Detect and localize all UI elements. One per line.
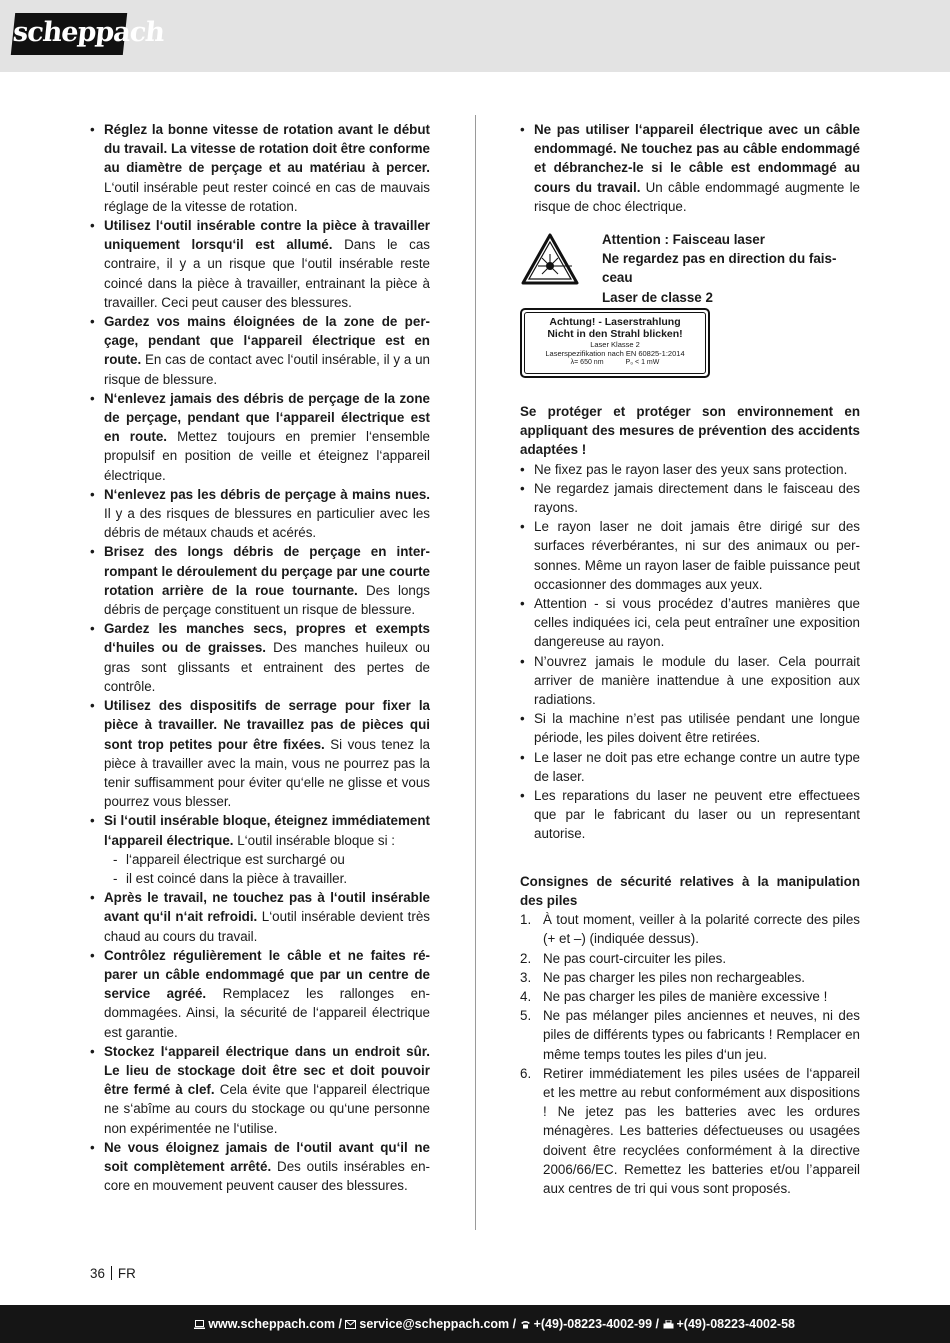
page-separator xyxy=(111,1266,112,1280)
instruction-text: Un câble endommagé augmente le risque de choc électrique. xyxy=(534,179,861,214)
brand-logo: scheppach xyxy=(11,13,127,55)
list-item xyxy=(520,968,860,987)
contact-separator: / xyxy=(652,1317,663,1331)
instruction-bold: Si l‘outil insérable bloque, éteignez immédiatement l‘appareil électrique. xyxy=(104,813,430,848)
list-item xyxy=(520,987,860,1006)
list-item xyxy=(520,1064,860,1198)
computer-icon xyxy=(194,1320,205,1329)
list-item: • Le rayon laser ne doit jamais être dirigé sur des surfaces réverbérantes, ni sur des animaux ou personnes. Même un rayon laser de faible puissance peut occasionner des dommages aux yeux. xyxy=(520,517,860,594)
instruction-bold: Brisez des longs débris de perçage en interrompant le déroulement du perçage par une courte rotation arrière de la roue tournante. xyxy=(104,544,430,598)
item-number: 6. xyxy=(520,1065,532,1081)
label-class: Laser Klasse 2 xyxy=(590,340,640,350)
instruction-text: Mettez toujours en premier l‘ensemble propulsif en position de veille et éteignez l‘appareil électrique. xyxy=(104,429,430,483)
instruction-bold: Gardez vos mains éloignées de la zone de perçage, pendant que l‘appareil électrique est en route. xyxy=(104,314,430,368)
item-text: Ne pas mélanger piles anciennes et neuves, ni des piles de différents types ou fabricants ! Remplacer en même temps toutes les piles d‘un jeu. xyxy=(543,1008,860,1062)
instruction-bold: N‘enlevez pas les débris de perçage à mains nues. xyxy=(104,486,430,502)
list-item: • Ne fixez pas le rayon laser des yeux sans protection. xyxy=(520,460,860,479)
contact-separator: / xyxy=(509,1317,520,1331)
laser-warning-text xyxy=(602,230,860,307)
contact-line xyxy=(194,1305,795,1343)
laser-warning-line: Laser de classe 2 xyxy=(602,289,713,305)
item-number: 1. xyxy=(520,912,532,928)
batteries-section-title: Consignes de sécurité relatives à la manipulation des piles xyxy=(520,873,860,908)
contact-footer xyxy=(0,1305,950,1343)
list-item: • Ne regardez jamais directement dans le faisceau des rayons. xyxy=(520,479,860,517)
list-item xyxy=(90,811,430,888)
list-item xyxy=(520,1006,860,1064)
instruction-text: Des longs débris de perçage constituent un risque de blessure. xyxy=(104,582,430,618)
label-power: P₀ < 1 mW xyxy=(625,359,660,367)
instruction-text: En cas de contact avec l‘outil insérable, il y a un risque de blessure. xyxy=(104,352,430,387)
instruction-bold: Gardez les manches secs, propres et exempts d‘huiles ou de graisses. xyxy=(104,621,430,656)
label-heading: Nicht in den Strahl blicken! xyxy=(547,328,683,341)
page-language: FR xyxy=(117,1266,136,1281)
contact-separator: / xyxy=(334,1317,346,1331)
list-item xyxy=(90,946,430,1042)
list-item xyxy=(90,120,430,216)
instruction-bold: Stockez l‘appareil électrique dans un endroit sûr. Le lieu de stockage doit être sec et doit pouvoir être fermé à clef. xyxy=(104,1043,430,1098)
list-item xyxy=(90,312,430,389)
laser-warning-line: Attention : Faisceau laser xyxy=(602,232,765,248)
instruction-text: Remplacez les rallonges endommagées. Ainsi, la sécurité de l‘appareil électrique est garantie. xyxy=(104,986,430,1040)
item-text: Ne pas court-circuiter les piles. xyxy=(543,950,727,966)
instruction-text: L‘outil insérable peut rester coincé en cas de mauvais réglage de la vitesse de rotation. xyxy=(104,179,430,214)
item-number: 5. xyxy=(520,1008,532,1024)
label-wavelength: λ= 650 nm xyxy=(570,359,604,367)
instruction-text: Dans le cas contraire, il y a un risque que l‘outil insérable reste coincé dans la pièce à travailler, entrainant la pièce à travailler. Ceci peut causer des blessures. xyxy=(104,237,430,310)
phone-icon xyxy=(520,1320,531,1329)
spacer xyxy=(520,844,860,872)
list-item xyxy=(520,910,860,948)
page-number-area xyxy=(90,1266,136,1281)
right-column xyxy=(520,120,860,1198)
email-link[interactable]: service@scheppach.com xyxy=(359,1317,510,1331)
item-text: Ne pas charger les piles non rechargeables. xyxy=(543,969,806,985)
instruction-bold: Réglez la bonne vitesse de rotation avant le début du travail. La vitesse de rotation doit être conforme au diamètre de perçage et au matériau à percer. xyxy=(104,122,430,176)
item-text: À tout moment, veiller à la polarité correcte des piles (+ et –) (indiquée dessus). xyxy=(543,912,860,947)
instruction-text: L‘outil insérable devient très chaud au cours du travail. xyxy=(104,909,430,944)
instruction-text: Si vous tenez la pièce à travailler avec la main, vous ne pourrez pas la tenir suffisamment pour éviter qu‘elle ne glisse et vous pourrez vous blesser. xyxy=(104,736,430,810)
list-item xyxy=(90,542,430,619)
list-item: • Les reparations du laser ne peuvent etre effectuees que par le fabricant du laser ou un representant autorise. xyxy=(520,786,860,844)
item-number: 3. xyxy=(520,969,532,985)
left-column xyxy=(90,120,430,1195)
instruction-text: L‘outil insérable bloque si : xyxy=(233,832,396,848)
list-item xyxy=(90,696,430,811)
column-divider xyxy=(475,115,476,1230)
list-item: • Si la machine n’est pas utilisée pendant une longue période, les piles doivent être retirées. xyxy=(520,709,860,747)
list-item xyxy=(90,216,430,312)
sub-list-item: - il est coincé dans la pièce à travailler. xyxy=(104,869,430,888)
item-number: 4. xyxy=(520,988,532,1004)
instruction-bold: Après le travail, ne touchez pas à l‘outil insérable avant qu‘il n‘ait refroidi. xyxy=(104,890,430,925)
protect-section-title: Se protéger et protéger son environnement en appliquant des mesures de prévention des accidents adaptées ! xyxy=(520,404,860,458)
laser-warning-line: Ne regardez pas en direction du faisceau xyxy=(602,251,837,286)
instruction-text: Des outils insérables encore en mouvement peuvent causer des blessures. xyxy=(104,1158,430,1194)
instruction-text: Des manches huileux ou gras sont glissants et entrainent des pertes de contrôle. xyxy=(104,640,431,694)
list-item xyxy=(90,485,430,543)
item-text: Retirer immédiatement les piles usées de l‘appareil et les mettre au rebut conformément aux dispositions ! Ne jetez pas les batteries avec les ordures ménagères. Les batteries défectueuses ou usagées doivent être recyclées conformément à la directive 2006/66/EC. Remettez les batteries et/ou l’appareil aux centres de tri qui vous sont proposés. xyxy=(543,1065,860,1196)
fax-number[interactable]: +(49)-08223-4002-58 xyxy=(676,1317,795,1331)
safety-instructions-list xyxy=(90,120,430,1195)
sub-list xyxy=(104,850,430,888)
item-text: Ne pas charger les piles de manière excessive ! xyxy=(543,988,828,1004)
list-item: • Le laser ne doit pas etre echange contre un autre type de laser. xyxy=(520,748,860,786)
instruction-text: Il y a des risques de blessures en particulier avec les débris de métaux chauds et acérés. xyxy=(104,506,430,541)
spacer xyxy=(520,380,860,402)
cable-instruction-list xyxy=(520,120,860,216)
page-number: 36 xyxy=(90,1266,105,1281)
label-spec: Laserspezifikation nach EN 60825-1:2014 xyxy=(545,349,685,359)
list-item xyxy=(90,389,430,485)
list-item xyxy=(90,1138,430,1196)
website-link[interactable]: www.scheppach.com xyxy=(208,1317,335,1331)
page-header xyxy=(0,0,950,72)
fax-icon xyxy=(663,1320,674,1329)
instruction-bold: N‘enlevez jamais des débris de perçage de la zone de perçage, pendant que l‘appareil électrique est en route. xyxy=(104,390,430,445)
instruction-bold: Utilisez l‘outil insérable contre la pièce à travailler uniquement lorsqu‘il est allumé. xyxy=(104,218,430,253)
list-item xyxy=(520,949,860,968)
list-item: • N’ouvrez jamais le module du laser. Cela pourrait arriver de manière inattendue à une exposition aux radiations. xyxy=(520,652,860,710)
instruction-bold: Ne vous éloignez jamais de l‘outil avant qu‘il ne soit complètement arrêté. xyxy=(104,1139,430,1174)
list-item xyxy=(520,120,860,216)
instruction-bold: Contrôlez régulièrement le câble et ne faites réparer un câble endommagé que par un centre de service agréé. xyxy=(104,947,430,1002)
instruction-text: Cela évite que l‘appareil électrique ne s‘abîme au cours du stockage ou qu‘une personne non expérimentée ne l‘utilise. xyxy=(104,1082,430,1136)
email-icon xyxy=(345,1320,356,1329)
list-item: • Attention - si vous procédez d’autres manières que celles indiquées ici, cela peut entraîner une exposition dangereuse au rayon. xyxy=(520,594,860,652)
protect-list xyxy=(520,460,860,844)
label-specs-row xyxy=(525,358,705,367)
list-item xyxy=(90,619,430,696)
list-item xyxy=(90,1042,430,1138)
list-item xyxy=(90,888,430,946)
laser-warning-icon xyxy=(520,232,580,286)
laser-warning-block xyxy=(520,230,860,380)
laser-label-inner xyxy=(524,312,706,374)
batteries-list xyxy=(520,910,860,1198)
instruction-bold: Ne pas utiliser l‘appareil électrique avec un câble endommagé. Ne touchez pas au câble endommagé et débranchez-le si le câble est endommagé au cours du travail. xyxy=(534,122,860,195)
instruction-bold: Utilisez des dispositifs de serrage pour fixer la pièce à travailler. Ne travaillez pas de pièces qui sont trop petites pour être fixées. xyxy=(104,698,430,752)
phone-number[interactable]: +(49)-08223-4002-99 xyxy=(533,1317,653,1331)
item-number: 2. xyxy=(520,950,532,966)
laser-class-label xyxy=(520,308,710,378)
sub-list-item: - l‘appareil électrique est surchargé ou xyxy=(104,850,430,869)
label-heading: Achtung! - Laserstrahlung xyxy=(549,316,681,329)
